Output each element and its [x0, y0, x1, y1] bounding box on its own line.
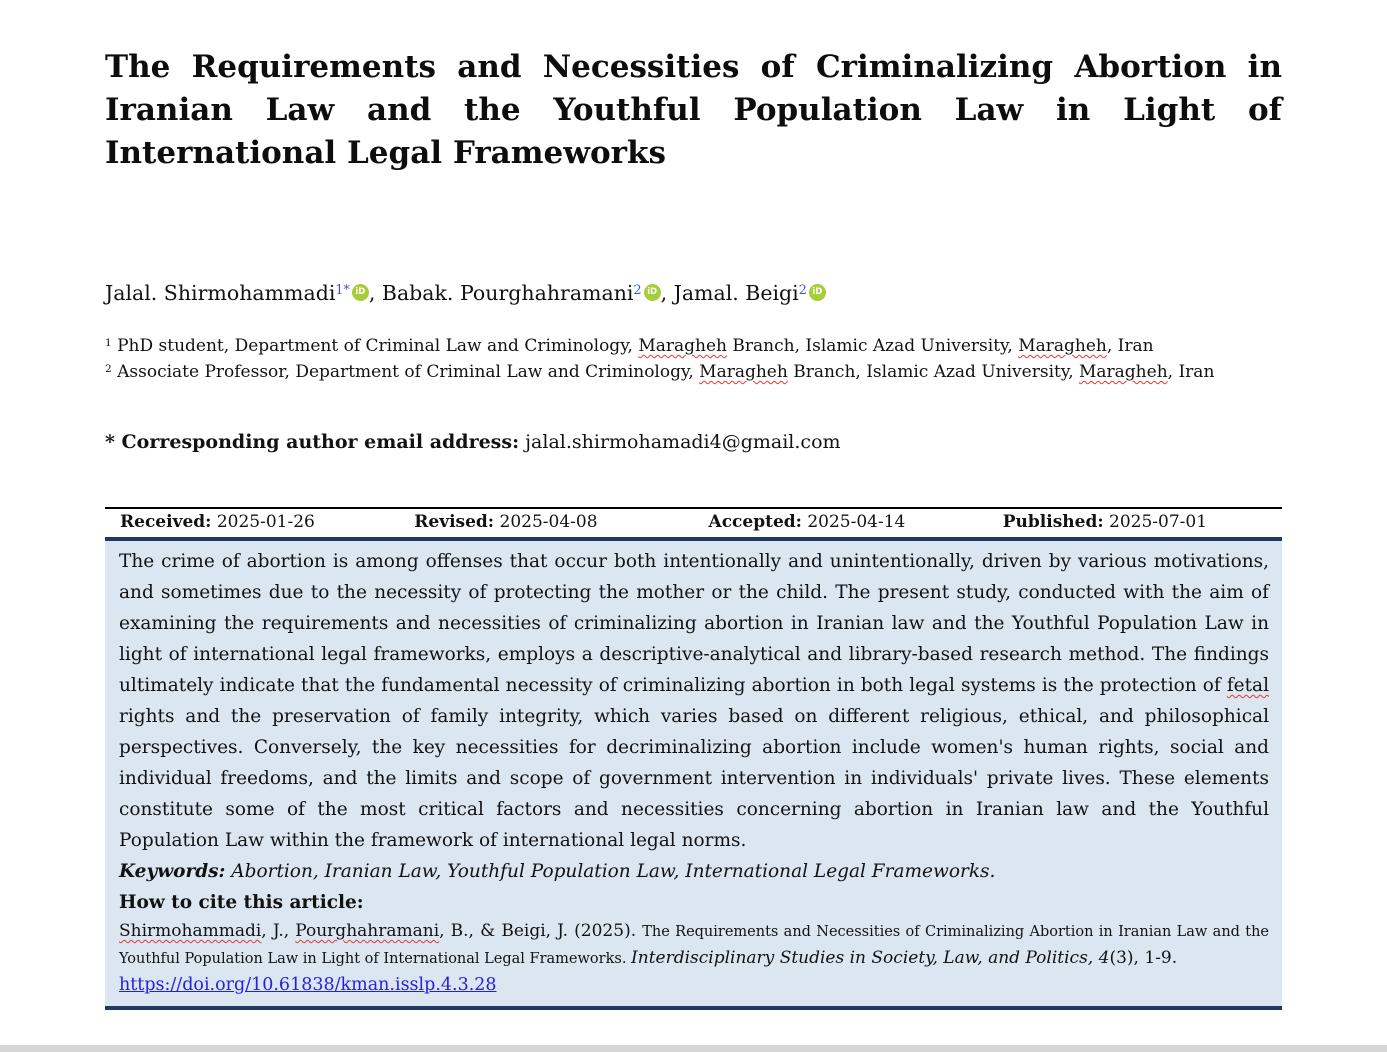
citation-text [119, 918, 1269, 972]
corresponding-author-email: jalal.shirmohamadi4@gmail.com [519, 431, 841, 453]
author-name-1: Jalal. Shirmohammadi [105, 281, 336, 305]
text-segment: Associate Professor, Department of Criminal Law and Criminology, [111, 362, 700, 382]
text-segment: (3), 1-9. [1109, 948, 1178, 968]
dates-row [105, 507, 1282, 541]
revised-cell [399, 512, 693, 532]
author-1-superscript: 1* [335, 282, 350, 298]
author-3-superscript: 2 [798, 282, 807, 298]
published-cell [988, 512, 1282, 532]
affiliation-1 [105, 333, 1282, 359]
text-segment: PhD student, Department of Criminal Law and Criminology, [111, 336, 639, 356]
misspelled-word: fetal [1226, 675, 1269, 696]
doi-link[interactable]: https://doi.org/10.61838/kman.isslp.4.3.28 [119, 975, 497, 995]
misspelled-word: Maragheh [638, 336, 728, 356]
accepted-cell [694, 512, 988, 532]
misspelled-word: Maragheh [699, 362, 788, 382]
text-segment: Branch, Islamic Azad University, [727, 336, 1019, 356]
text-segment: , Iran [1106, 336, 1154, 356]
orcid-icon[interactable]: iD [644, 284, 661, 301]
revised-label: Revised: [414, 512, 495, 532]
affiliation-2-superscript: 2 [105, 363, 112, 376]
received-label: Received: [120, 512, 212, 532]
text-segment: , Iran [1167, 362, 1215, 382]
paper-title: The Requirements and Necessities of Criminalizing Abortion in Iranian Law and the Youthful Population Law in Light of International Legal Frameworks [105, 49, 1282, 171]
text-segment: Interdisciplinary Studies in Society, Law, and Politics, 4 [631, 948, 1110, 968]
author-2-superscript: 2 [633, 282, 642, 298]
keywords-text: Abortion, Iranian Law, Youthful Population Law, International Legal Frameworks. [225, 861, 996, 882]
author-name-2: , Babak. Pourghahramani [368, 281, 634, 305]
accepted-value: 2025-04-14 [807, 512, 906, 532]
orcid-icon[interactable]: iD [809, 284, 826, 301]
abstract-text [119, 546, 1269, 856]
text-segment: The Requirements and Necessities of Criminalizing Abortion in Iranian Law and the Youthful Population Law in Light of International Legal Frameworks. [119, 924, 1270, 967]
text-segment: Branch, Islamic Azad University, [787, 362, 1079, 382]
how-to-cite-heading: How to cite this article: [119, 892, 364, 913]
accepted-label: Accepted: [708, 512, 802, 532]
published-value: 2025-07-01 [1109, 512, 1208, 532]
abstract-box [105, 541, 1282, 1010]
received-cell [105, 512, 399, 532]
published-label: Published: [1002, 512, 1104, 532]
revised-value: 2025-04-08 [499, 512, 598, 532]
text-segment: , J., [261, 921, 296, 941]
keywords-label: Keywords: [119, 861, 226, 882]
text-segment: rights and the preservation of family integrity, which varies based on different religious, ethical, and philosophical perspectives. Conversely, the key necessities for decriminalizing abortion include women's human rights, social and individual freedoms, and the limits and scope of government intervention in individuals' private lives. These elements constitute some of the most critical factors and necessities concerning abortion in Iranian law and the Youthful Population Law within the framework of international legal norms. [119, 706, 1269, 851]
affiliation-1-superscript: 1 [105, 337, 112, 350]
author-name-3: , Jamal. Beigi [660, 281, 799, 305]
text-segment: , B., & Beigi, J. (2025). [439, 921, 643, 941]
text-segment: The crime of abortion is among offenses that occur both intentionally and unintentionally, driven by various motivations, and sometimes due to the necessity of protecting the mother or the child. The present study, conducted with the aim of examining the requirements and necessities of criminalizing abortion in Iranian law and the Youthful Population Law in light of international legal frameworks, employs a descriptive-analytical and library-based research method. The findings ultimately indicate that the fundamental necessity of criminalizing abortion in both legal systems is the protection of [119, 551, 1269, 696]
page-content [105, 0, 1282, 1010]
misspelled-word: Maragheh [1079, 362, 1168, 382]
corresponding-author-label: * Corresponding author email address: [105, 431, 520, 453]
page-bottom-edge [0, 1045, 1387, 1052]
misspelled-word: Pourghahramani [295, 921, 440, 941]
affiliation-2 [105, 359, 1282, 385]
affiliations-block [105, 333, 1282, 385]
received-value: 2025-01-26 [216, 512, 315, 532]
orcid-icon[interactable]: iD [352, 284, 369, 301]
misspelled-word: Shirmohammadi [119, 921, 262, 941]
authors-line [105, 279, 1282, 307]
corresponding-author-line [105, 431, 1282, 453]
misspelled-word: Maragheh [1018, 336, 1107, 356]
keywords-line [119, 856, 1269, 887]
